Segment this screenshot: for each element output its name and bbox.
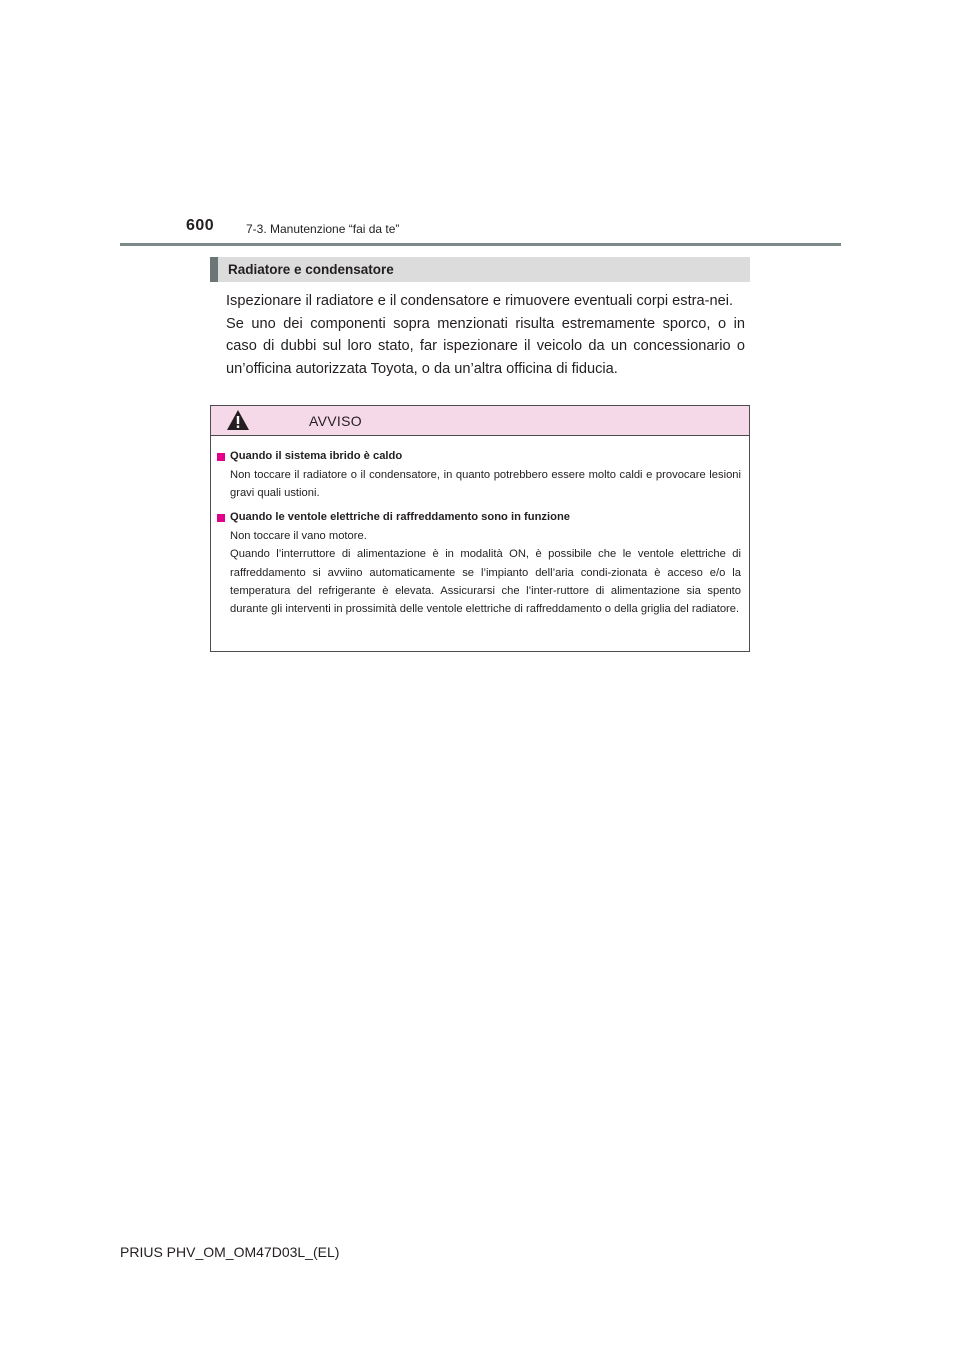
warning-triangle-icon — [226, 409, 250, 431]
warning-item-paragraph: Non toccare il radiatore o il condensatore, in quanto potrebbero essere molto caldi e provocare lesioni gravi quali ustioni. — [230, 469, 741, 500]
body-text — [226, 290, 745, 380]
warning-item-text — [230, 466, 741, 503]
warning-item-text — [230, 527, 741, 619]
warning-title: AVVISO — [309, 413, 362, 429]
warning-item-title: Quando il sistema ibrido è caldo — [230, 450, 403, 462]
warning-header — [211, 406, 749, 436]
warning-item — [217, 510, 741, 619]
warning-item-paragraph: Non toccare il vano motore. — [230, 529, 367, 542]
square-bullet-icon — [217, 514, 225, 522]
warning-box — [210, 405, 750, 652]
warning-item — [217, 449, 741, 503]
warning-item-title: Quando le ventole elettriche di raffreddamento sono in funzione — [230, 510, 571, 523]
footer-document-code: PRIUS PHV_OM_OM47D03L_(EL) — [120, 1244, 340, 1260]
section-heading-text: Radiatore e condensatore — [228, 262, 394, 277]
warning-item-paragraph: Quando l’interruttore di alimentazione è in modalità ON, è possibile che le ventole elettriche di raffreddamento si avviino automaticamente se l’impianto dell’aria condi-zionata è acceso e/o la temperatura del refrigerante è elevata. Assicurarsi che l’inter-ruttore di alimentazione sia spento durante gli interventi in prossimità delle ventole elettriche di raffreddamento o della griglia del radiatore. — [230, 548, 741, 616]
warning-content — [211, 436, 749, 619]
page-number: 600 — [186, 217, 215, 234]
section-title: 7-3. Manutenzione “fai da te” — [246, 222, 400, 236]
section-heading — [210, 257, 750, 282]
body-paragraph: Se uno dei componenti sopra menzionati risulta estremamente sporco, o in caso di dubbi sul loro stato, far ispezionare il veicolo da un concessionario o un’officina autorizzata Toyota, o da un’altra officina di fiducia. — [226, 315, 745, 377]
square-bullet-icon — [217, 453, 225, 461]
header-rule — [120, 243, 841, 246]
body-paragraph: Ispezionare il radiatore e il condensatore e rimuovere eventuali corpi estra-nei. — [226, 293, 733, 309]
